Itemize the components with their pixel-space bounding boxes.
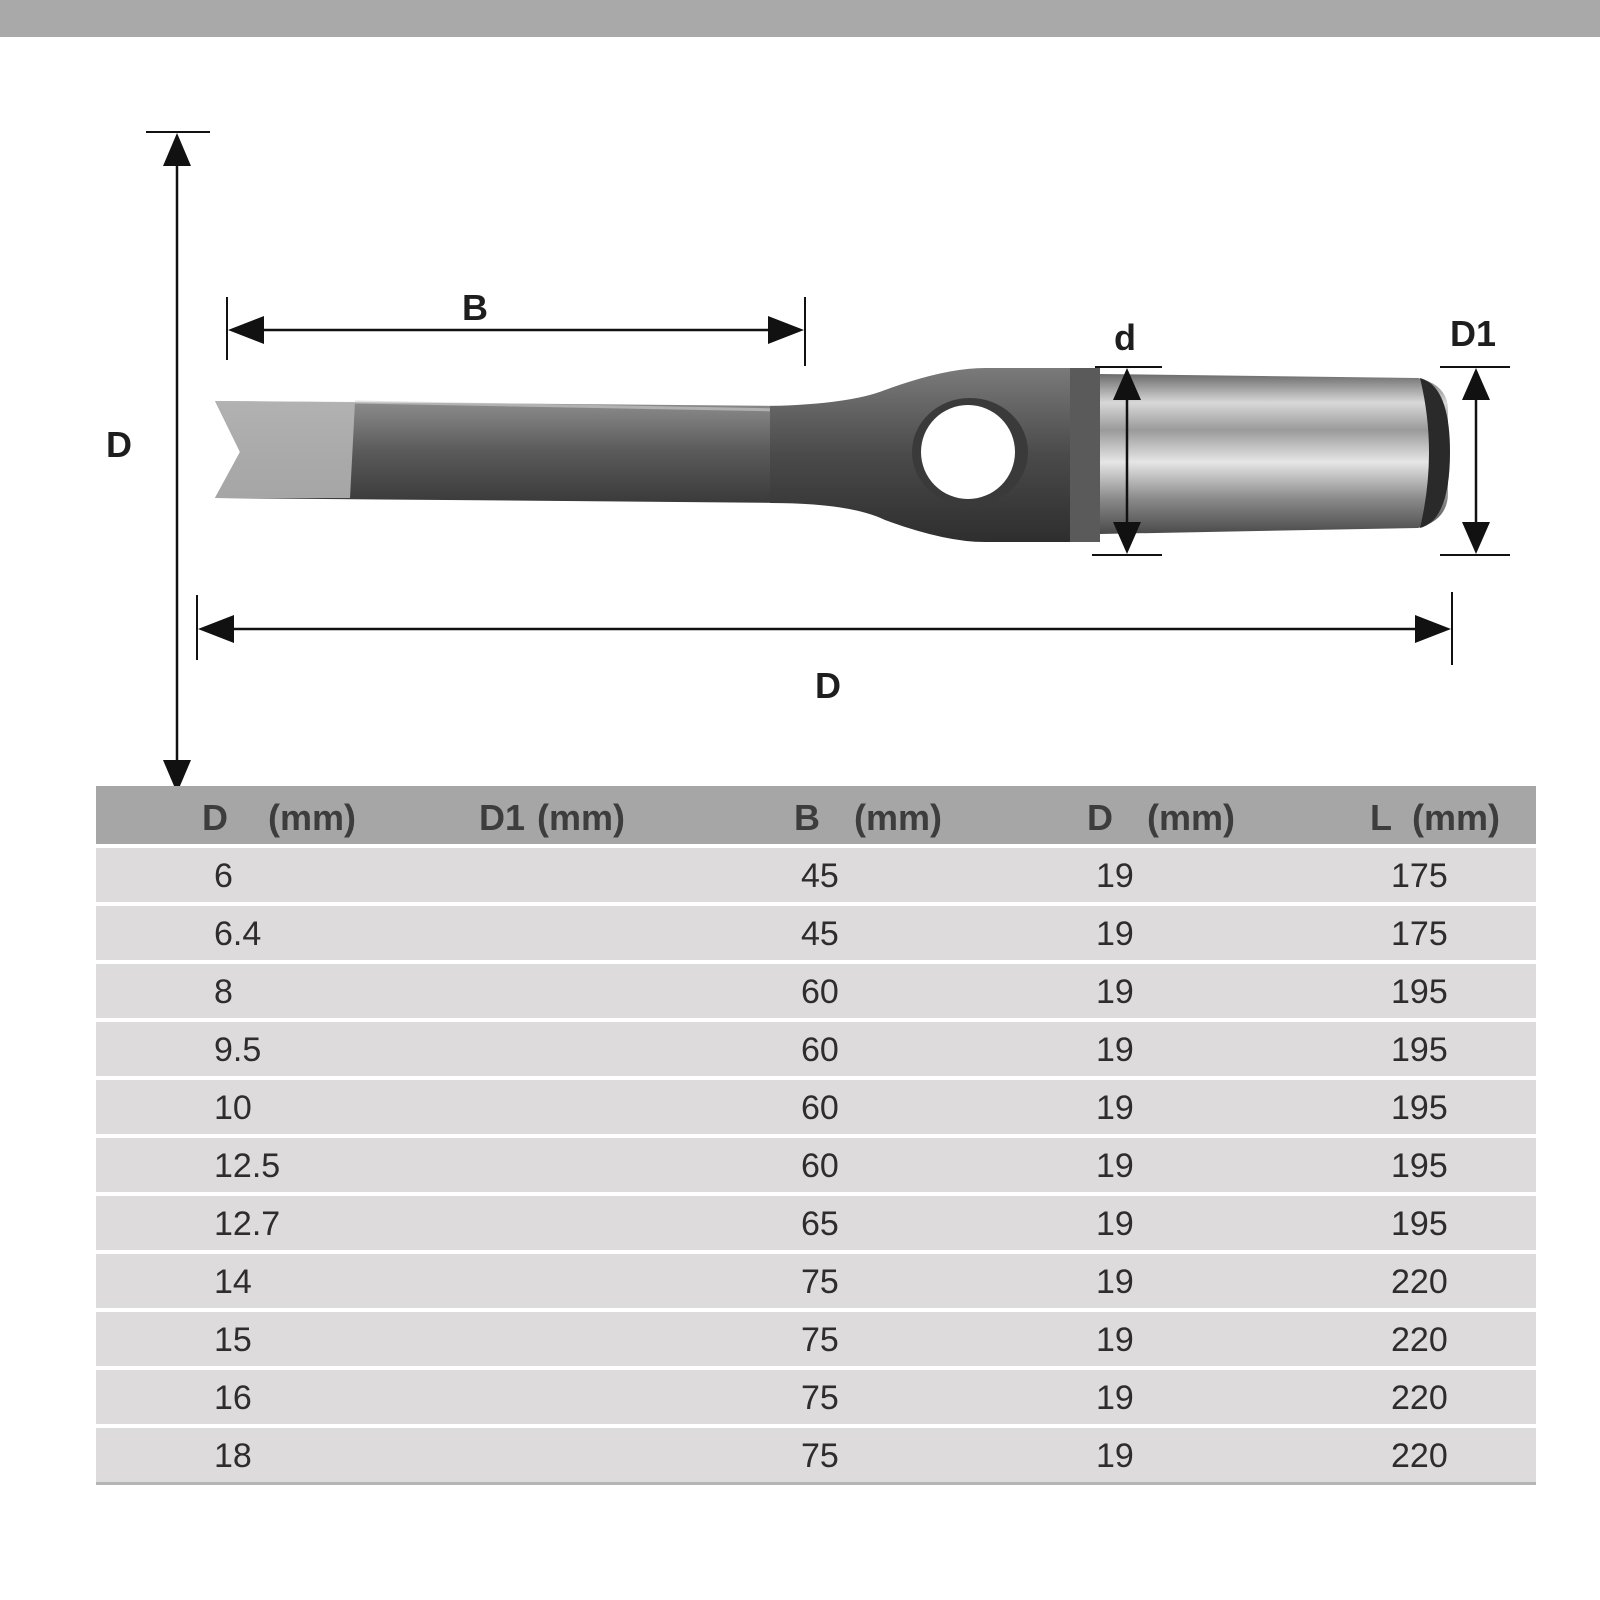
- table-cell: 60: [801, 973, 839, 1011]
- shank-diameter-label: D1: [1450, 313, 1497, 354]
- table-cell: 45: [801, 915, 839, 953]
- header-cell: D (mm): [1087, 797, 1235, 838]
- table-row: [96, 906, 1536, 960]
- shank-diameter-dimension: [1440, 313, 1510, 555]
- table-row: [96, 1428, 1536, 1485]
- table-cell: 75: [801, 1263, 839, 1301]
- header-cell: D (mm): [202, 797, 356, 838]
- table-cell: 75: [801, 1321, 839, 1359]
- header-cell: L (mm): [1370, 797, 1500, 838]
- table-cell: 8: [214, 973, 233, 1011]
- table-cell: 60: [801, 1147, 839, 1185]
- table-cell: 19: [1096, 915, 1134, 953]
- table-cell: 19: [1096, 857, 1134, 895]
- table-cell: 60: [801, 1089, 839, 1127]
- table-cell: 220: [1391, 1263, 1448, 1301]
- blade-length-dimension: [227, 287, 805, 366]
- arrow-up-icon: [163, 133, 191, 166]
- table-cell: 10: [214, 1089, 252, 1127]
- table-cell: 18: [214, 1437, 252, 1475]
- table-cell: 175: [1391, 857, 1448, 895]
- table-row: [96, 964, 1536, 1018]
- mortise-chisel-image: [215, 368, 1450, 542]
- header-cell: B (mm): [794, 797, 942, 838]
- table-row: [96, 1080, 1536, 1134]
- table-cell: 19: [1096, 973, 1134, 1011]
- total-length-dimension: [197, 592, 1452, 706]
- table-cell: 19: [1096, 1379, 1134, 1417]
- table-cell: 15: [214, 1321, 252, 1359]
- total-length-label: D: [815, 665, 841, 706]
- spec-table: [96, 786, 1536, 1485]
- table-cell: 220: [1391, 1321, 1448, 1359]
- table-cell: 19: [1096, 1031, 1134, 1069]
- arrow-down-icon: [1462, 522, 1490, 554]
- table-row: [96, 1022, 1536, 1076]
- table-cell: 220: [1391, 1437, 1448, 1475]
- table-cell: 75: [801, 1437, 839, 1475]
- table-cell: 9.5: [214, 1031, 262, 1069]
- table-cell: 19: [1096, 1263, 1134, 1301]
- table-cell: 75: [801, 1379, 839, 1417]
- height-dimension: [106, 132, 210, 794]
- arrow-down-icon: [1113, 522, 1141, 554]
- neck-diameter-label: d: [1114, 317, 1136, 358]
- header-cell: D1 (mm): [479, 797, 626, 838]
- arrow-left-icon: [228, 316, 264, 344]
- table-row: [96, 1138, 1536, 1192]
- table-cell: 19: [1096, 1437, 1134, 1475]
- table-cell: 19: [1096, 1205, 1134, 1243]
- table-cell: 19: [1096, 1089, 1134, 1127]
- table-cell: 65: [801, 1205, 839, 1243]
- arrow-right-icon: [768, 316, 804, 344]
- table-cell: 19: [1096, 1321, 1134, 1359]
- table-cell: 6: [214, 857, 233, 895]
- table-header: [96, 786, 1536, 844]
- table-row: [96, 1312, 1536, 1366]
- blade-length-label: B: [462, 287, 488, 328]
- table-row: [96, 848, 1536, 902]
- arrow-left-icon: [198, 615, 234, 643]
- table-row: [96, 1370, 1536, 1424]
- table-cell: 19: [1096, 1147, 1134, 1185]
- table-row: [96, 1254, 1536, 1308]
- arrow-up-icon: [1462, 368, 1490, 400]
- table-cell: 6.4: [214, 915, 262, 953]
- table-row: [96, 1196, 1536, 1250]
- table-cell: 12.7: [214, 1205, 281, 1243]
- table-cell: 195: [1391, 1147, 1448, 1185]
- table-cell: 175: [1391, 915, 1448, 953]
- arrow-right-icon: [1415, 615, 1451, 643]
- table-cell: 12.5: [214, 1147, 281, 1185]
- table-cell: 195: [1391, 1205, 1448, 1243]
- table-cell: 195: [1391, 1089, 1448, 1127]
- height-label: D: [106, 424, 132, 465]
- table-cell: 14: [214, 1263, 252, 1301]
- table-cell: 16: [214, 1379, 252, 1417]
- table-cell: 45: [801, 857, 839, 895]
- table-cell: 195: [1391, 973, 1448, 1011]
- table-cell: 220: [1391, 1379, 1448, 1417]
- table-cell: 195: [1391, 1031, 1448, 1069]
- table-cell: 60: [801, 1031, 839, 1069]
